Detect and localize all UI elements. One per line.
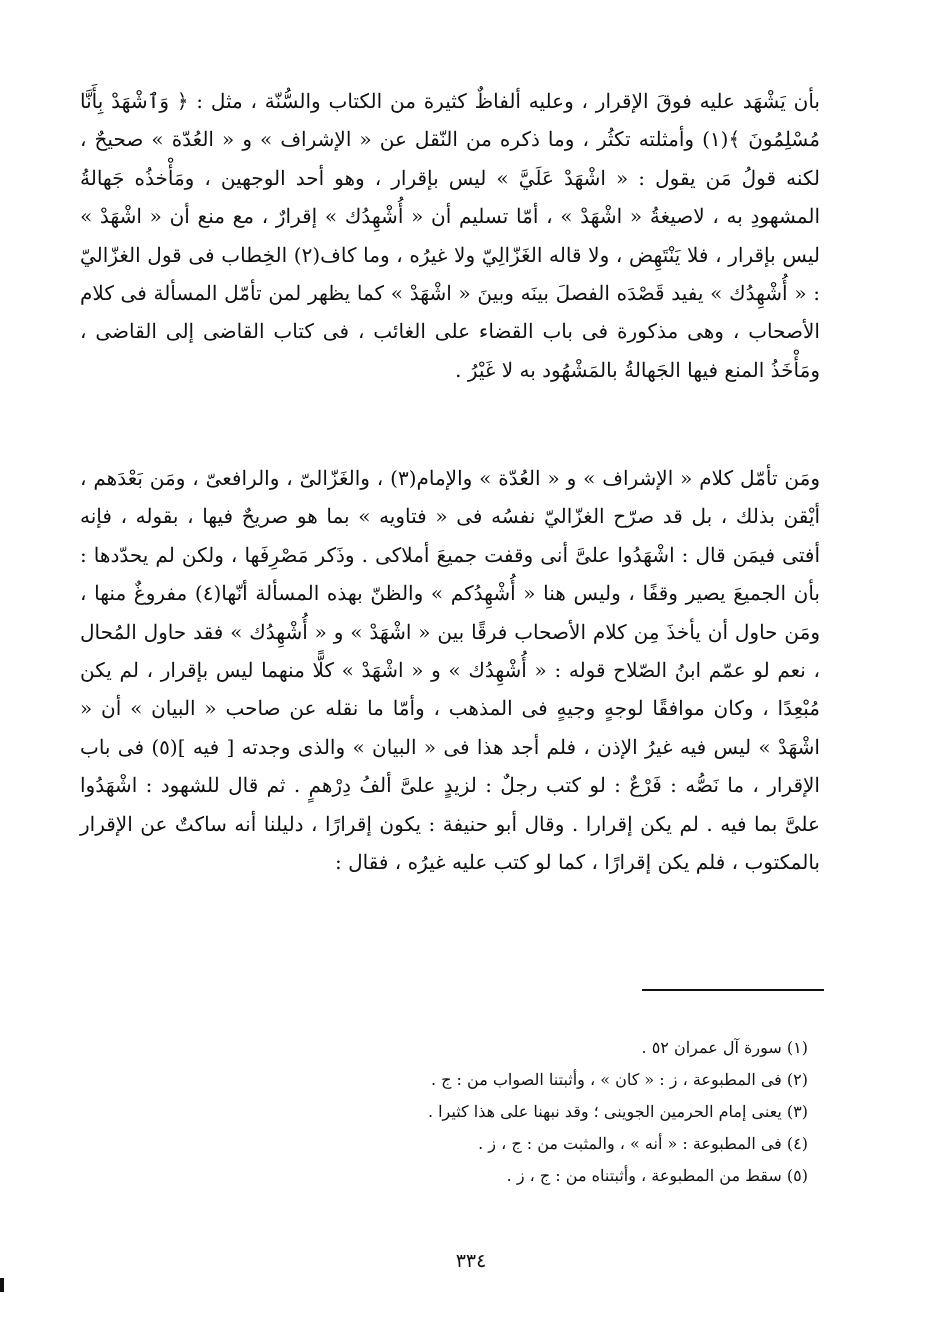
footnote-3: (٣) يعنى إمام الحرمين الجوينى ؛ وقد نبهنا على هذا كثيرا . — [427, 1102, 808, 1121]
body-paragraph-1: بأن يَشْهَد عليه فوقَ الإقرار ، وعليه ألفاظٌ كثيرة من الكتاب والسُّنّة ، مثل : ﴿ وَٱشْهَدْ بِأَنَّا مُسْلِمُونَ ﴾(١) وأمثلته تكثُر ، وما ذكره من النّقل عن « الإشراف » و « العُدّة » صحيحٌ ، لكنه قولُ مَن يقول : « اشْهَدْ عَلَيَّ » ليس بإقرار ، وهو أحد الوجهين ، ومَأْخذُه جَهالةُ المشهودِ به ، لاصيغةُ « اشْهَدْ » ، أمّا تسليم أن « أُشْهِدُك » إقرارٌ ، مع منع أن « اشْهَدْ » ليس بإقرار ، فلا يَنْتَهِض ، ولا قاله الغَزّالِيّ ولا غيرُه ، وما كاف(٢) الخِطاب فى قول الغزّاليّ : « أُشْهِدُك » يفيد قَصْدَه الفصلَ بينَه وبينَ « اشْهَدْ » كما يظهر لمن تأمّل المسألة فى كلام الأصحاب ، وهى مذكورة فى باب القضاء على الغائب ، فى كتاب القاضى إلى القاضى ، ومَأْخَذُ المنع فيها الجَهالةُ بالمَشْهُود به لا غَيْرُ . — [80, 89, 820, 382]
page-number: ٣٣٤ — [455, 1250, 487, 1272]
footnote-separator — [642, 989, 824, 991]
footnote-5: (٥) سقط من المطبوعة ، وأثبتناه من : ج ، ز . — [506, 1166, 808, 1185]
scan-edge-mark — [0, 1278, 4, 1292]
footnote-4: (٤) فى المطبوعة : « أنه » ، والمثبت من : ج ، ز . — [478, 1134, 808, 1153]
body-paragraph-2: ومَن تأمّل كلام « الإشراف » و « العُدّة » والإمام(٣) ، والغَزّالىّ ، والرافعىّ ، ومَن بَعْدَهم ، أيْقن بذلك ، بل قد صرّح الغزّاليّ نفسُه فى « فتاويه » بما هو صريحٌ فيها ، بقوله ، فإنه أفتى فيمَن قال : اشْهَدُوا علىَّ أنى وقفت جميعَ أملاكى . وذَكر مَصْرِفَها ، ولكن لم يحدّدها : بأن الجميعَ يصير وقفًا ، وليس هنا « أُشْهِدُكم » والظنّ بهذه المسألة أنّها(٤) مفروغٌ منها ، ومَن حاول أن يأخذَ مِن كلام الأصحاب فرقًا بين « اشْهَدْ » و « أُشْهِدُك » فقد حاول المُحال ، نعم لو عمّم ابنُ الصّلاح قوله : « أُشْهِدُك » و « اشْهَدْ » كلًّا منهما ليس بإقرار ، لم يكن مُبْعِدًا ، وكان موافقًا لوجهٍ وجيهٍ فى المذهب ، وأمّا ما نقله عن صاحب « البيان » أن « اشْهَدْ » ليس فيه غيرُ الإذن ، فلم أجد هذا فى « البيان » والذى وجدته [ فيه ](٥) فى باب الإقرار ، ما نَصُّه : فَرْعٌ : لو كتب رجلٌ : لزيدٍ علىَّ ألفُ دِرْهمٍ . ثم قال للشهود : اشْهَدُوا علىَّ بما فيه . لم يكن إقرارا . وقال أبو حنيفة : يكون إقرارًا ، دليلنا أنه ساكتٌ عن الإقرار بالمكتوب ، فلم يكن إقرارًا ، كما لو كتب عليه غيرُه ، فقال : — [80, 466, 820, 875]
footnote-2: (٢) فى المطبوعة ، ز : « كان » ، وأثبتنا الصواب من : ج . — [430, 1070, 808, 1089]
footnotes — [80, 1032, 808, 1192]
footnote-1: (١) سورة آل عمران ٥٢ . — [641, 1038, 808, 1057]
